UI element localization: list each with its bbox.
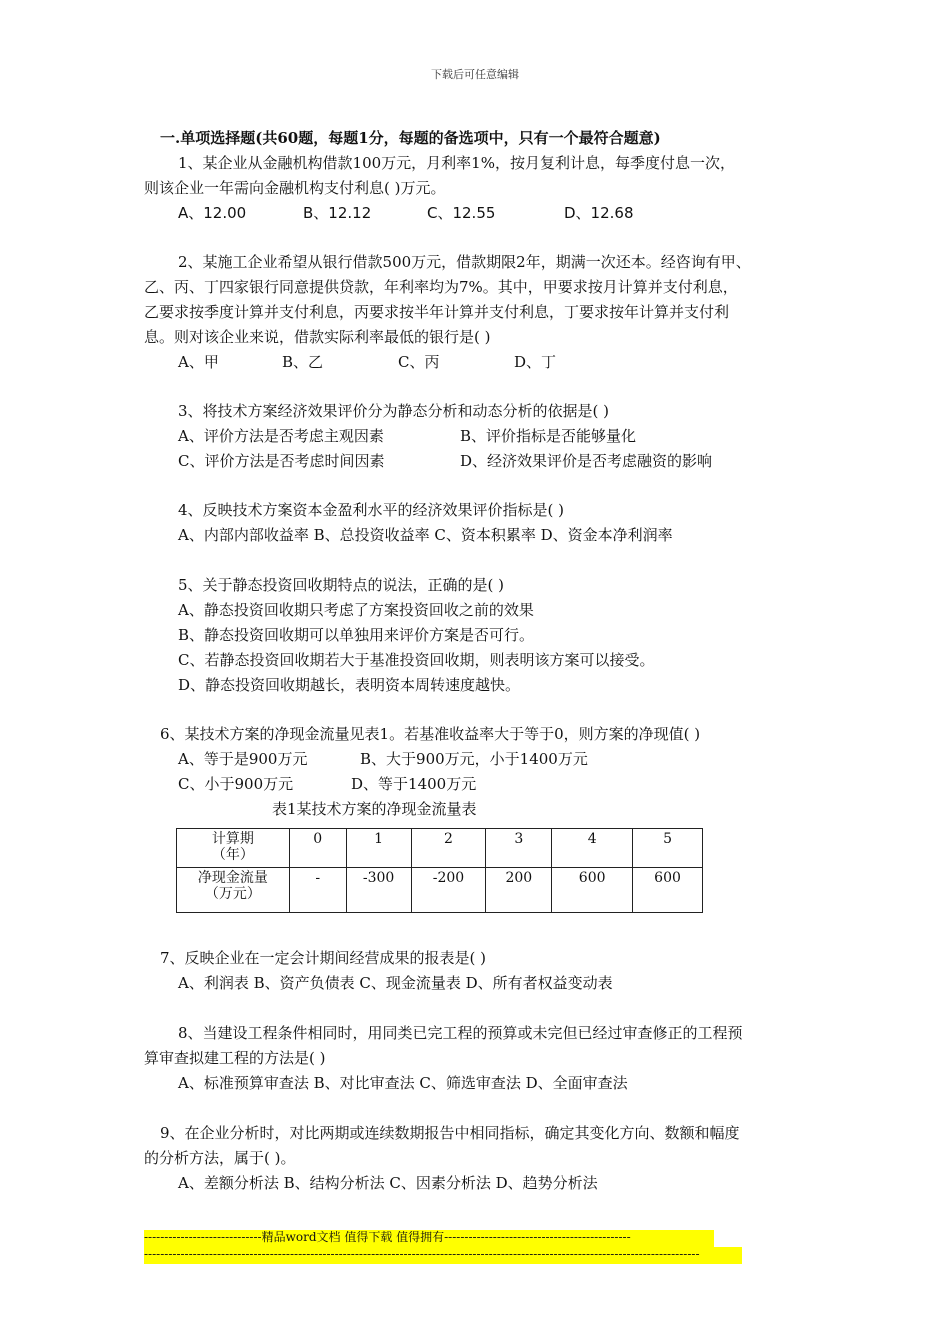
question-8-options: A、标准预算审查法 B、对比审查法 C、筛选审查法 D、全面审查法 [178, 1074, 628, 1092]
question-4-options: A、内部内部收益率 B、总投资收益率 C、资本积累率 D、资金本净利润率 [178, 526, 673, 544]
question-3-options-row-2 [0, 449, 950, 474]
question-2-options [0, 350, 950, 375]
footer-banner-line-2: ----------------------------------------------------------------------------------------------------------------------------------------- [144, 1247, 742, 1264]
question-7-options: A、利润表 B、资产负债表 C、现金流量表 D、所有者权益变动表 [178, 974, 613, 992]
question-1-line-1: 1、某企业从金融机构借款100万元，月利率1%，按月复利计息，每季度付息一次， [178, 154, 735, 172]
question-6-line-1: 6、某技术方案的净现金流量见表1。若基准收益率大于等于0，则方案的净现值( ) [160, 725, 701, 743]
question-1-line-2: 则该企业一年需向金融机构支付利息( )万元。 [144, 179, 446, 197]
question-9-line-1: 9、在企业分析时，对比两期或连续数期报告中相同指标，确定其变化方向、数额和幅度 [160, 1124, 740, 1142]
table-cell: -300 [346, 868, 411, 913]
question-9-line-2: 的分析方法，属于( )。 [144, 1149, 296, 1167]
table-cell: 0 [289, 829, 346, 868]
option-a: A、甲 [178, 353, 219, 371]
table-cell: 4 [552, 829, 633, 868]
question-3-options-row-1 [0, 424, 950, 449]
option-c: C、丙 [398, 353, 440, 371]
table-cell: 5 [633, 829, 703, 868]
footer-banner-line-1: -----------------------------精品word文档 值得下载 值得拥有---------------------------------------------- [144, 1230, 714, 1247]
table-row [177, 868, 703, 913]
row-label-period: 计算期 （年） [177, 829, 290, 868]
table-cell: 1 [346, 829, 411, 868]
option-d: D、丁 [514, 353, 557, 371]
option-b: B、静态投资回收期可以单独用来评价方案是否可行。 [178, 626, 535, 644]
question-2-line-1: 2、某施工企业希望从银行借款500万元，借款期限2年，期满一次还本。经咨询有甲、 [178, 253, 751, 271]
option-c: C、评价方法是否考虑时间因素 [178, 452, 385, 470]
question-8-line-1: 8、当建设工程条件相同时，用同类已完工程的预算或未完但已经过审查修正的工程预 [178, 1024, 743, 1042]
table-cell: - [289, 868, 346, 913]
table-cell: 600 [633, 868, 703, 913]
option-b: B、乙 [282, 353, 324, 371]
question-9-options: A、差额分析法 B、结构分析法 C、因素分析法 D、趋势分析法 [178, 1174, 598, 1192]
question-1-options [0, 201, 950, 226]
question-2-line-2: 乙、丙、丁四家银行同意提供贷款，年利率均为7%。其中，甲要求按月计算并支付利息， [144, 278, 738, 296]
question-2-line-4: 息。则对该企业来说，借款实际利率最低的银行是( ) [144, 328, 491, 346]
option-c: C、小于900万元 [178, 775, 294, 793]
page-header: 下载后可任意编辑 [431, 68, 519, 81]
question-4-line-1: 4、反映技术方案资本金盈利水平的经济效果评价指标是( ) [178, 501, 565, 519]
option-a: A、等于是900万元 [178, 750, 308, 768]
table-cell: 600 [552, 868, 633, 913]
question-8-line-2: 算审查拟建工程的方法是( ) [144, 1049, 326, 1067]
option-c: C、12.55 [427, 204, 496, 222]
section-title: 一.单项选择题(共60题，每题1分，每题的备选项中，只有一个最符合题意) [160, 129, 661, 147]
question-7-line-1: 7、反映企业在一定会计期间经营成果的报表是( ) [160, 949, 487, 967]
table-cell: -200 [411, 868, 486, 913]
table-cell: 3 [486, 829, 552, 868]
option-a: A、评价方法是否考虑主观因素 [178, 427, 384, 445]
option-b: B、大于900万元，小于1400万元 [360, 750, 588, 768]
cash-flow-table [176, 828, 703, 913]
table-cell: 200 [486, 868, 552, 913]
table-caption: 表1某技术方案的净现金流量表 [272, 800, 477, 818]
table-row [177, 829, 703, 868]
option-b: B、12.12 [303, 204, 372, 222]
question-5-line-1: 5、关于静态投资回收期特点的说法，正确的是( ) [178, 576, 505, 594]
question-3-line-1: 3、将技术方案经济效果评价分为静态分析和动态分析的依据是( ) [178, 402, 610, 420]
option-a: A、静态投资回收期只考虑了方案投资回收之前的效果 [178, 601, 534, 619]
option-c: C、若静态投资回收期若大于基准投资回收期，则表明该方案可以接受。 [178, 651, 655, 669]
option-d: D、经济效果评价是否考虑融资的影响 [460, 452, 713, 470]
table-cell: 2 [411, 829, 486, 868]
option-a: A、12.00 [178, 204, 247, 222]
question-6-options-row-2 [0, 772, 950, 797]
option-b: B、评价指标是否能够量化 [460, 427, 637, 445]
option-d: D、静态投资回收期越长，表明资本周转速度越快。 [178, 676, 521, 694]
option-d: D、等于1400万元 [351, 775, 477, 793]
question-2-line-3: 乙要求按季度计算并支付利息，丙要求按半年计算并支付利息，丁要求按年计算并支付利 [144, 303, 730, 321]
option-d: D、12.68 [564, 204, 634, 222]
question-6-options-row-1 [0, 747, 950, 772]
row-label-cash-flow: 净现金流量 （万元） [177, 868, 290, 913]
